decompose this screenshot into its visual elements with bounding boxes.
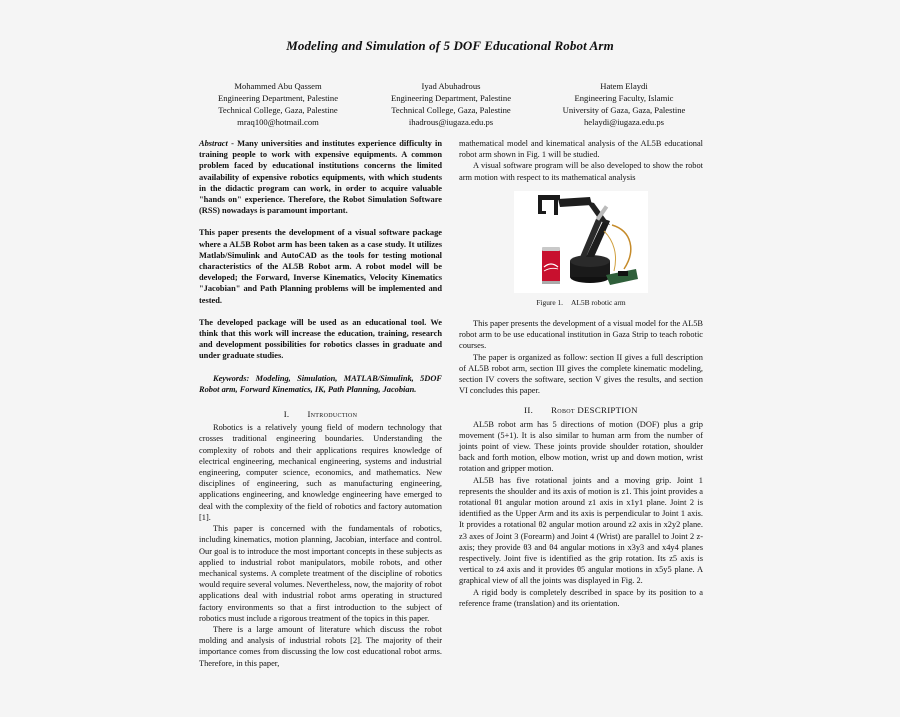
paper-title: Modeling and Simulation of 5 DOF Educational Robot Arm xyxy=(286,38,614,53)
intro-paragraph-2: This paper is concerned with the fundamentals of robotics, including kinematics, motion planning, Jacobian, interface and control. Our goal is to introduce the most important concepts in these subjects as applied to industrial robot manipulators, mobile robots, and other mechanical systems. A complete treatment of the discipline of robotics would require several volumes. Nevertheless, now, the majority of robot applications deal with industrial robot arms operating in structured factory environments so that a first introduction to the subject of robotics must include a rigorous treatment of the topics in this paper. xyxy=(199,524,442,623)
right-column xyxy=(459,138,703,609)
keywords: Keywords: Modeling, Simulation, MATLAB/Simulink, 5DOF Robot arm, Forward Kinematics, IK, Path Planning, Jacobian. xyxy=(199,373,442,394)
author-affiliation: Technical College, Gaza, Palestine xyxy=(218,105,338,115)
section-title-rest: DESCRIPTION xyxy=(577,405,638,416)
author-email: helaydi@iugaza.edu.ps xyxy=(584,117,664,127)
author-name: Mohammed Abu Qassem xyxy=(234,81,322,91)
author-affiliation: Technical College, Gaza, Palestine xyxy=(391,105,511,115)
description-paragraph-1: AL5B robot arm has 5 directions of motion (DOF) plus a grip movement (5+1). It is also similar to human arm from the number of joints point of view. These joints provide shoulder rotation, shoulder back and forth motion, elbow motion, wrist up and down motion, wrist rotation and gripper motion. xyxy=(459,419,703,474)
abstract-paragraph-1 xyxy=(199,138,442,216)
figure-number: Figure 1. xyxy=(536,297,564,307)
author-1 xyxy=(198,80,358,128)
right-paragraph-2: The paper is organized as follow: section II gives a full description of AL5B robot arm, section III gives the complete kinematic modeling, section IV covers the software, section V gives the results, and section VI concludes this paper. xyxy=(459,352,703,396)
author-2 xyxy=(371,80,531,128)
abstract xyxy=(199,138,442,362)
author-affiliation: Engineering Department, Palestine xyxy=(217,93,339,103)
figure-caption-text: AL5B robotic arm xyxy=(571,297,626,307)
section-heading-introduction xyxy=(199,409,442,420)
abstract-label: Abstract xyxy=(199,139,228,148)
section-title: Introduction xyxy=(307,409,358,420)
section-number: I. xyxy=(283,409,290,420)
intro-continuation: mathematical model and kinematical analysis of the AL5B educational robot arm shown in Fig. 1 will be studied. xyxy=(459,139,703,160)
figure-caption xyxy=(459,297,703,308)
left-column xyxy=(199,138,442,669)
author-email: mraq100@hotmail.com xyxy=(237,117,319,127)
abstract-paragraph-2: This paper presents the development of a visual software package where a AL5B Robot arm has been taken as a case study. It utilizes Matlab/Simulink and AutoCAD as the tools for testing motional characteristics of the AL5B Robot arm. A robot model will be developed; the Forward, Inverse Kinematics, Velocity Kinematics "Jacobian" and Path Planning problems will be implemented and tested. xyxy=(199,228,442,305)
robot-arm-photo xyxy=(514,191,648,293)
author-name: Hatem Elaydi xyxy=(600,81,648,91)
intro-paragraph-visual: A visual software program will be also developed to show the robot arm motion with respect to its mathematical analysis xyxy=(459,161,703,182)
description-paragraph-2: AL5B has five rotational joints and a moving grip. Joint 1 represents the shoulder and its axis of motion is z1. This joint provides a rotational θ1 angular motion around z1 axis in x1y1 plane. Joint 2 is identified as the Upper Arm and its axis is perpendicular to Joint 1 axis. It provides a rotational θ2 angular motion around z2 axis in x2y2 plane. z3 axes of Joint 3 (Forearm) and Joint 4 (Wrist) are parallel to Joint 2 z-axis; they provide θ3 and θ4 angular motions in x3y3 and x4y4 planes respectively. Joint five is identified as the grip rotation. Its z5 axis is vertical to z4 axis and it provides θ5 angular motions in x5y5 plane. A graphical view of all the joints was displayed in Fig. 2. xyxy=(459,475,703,586)
abstract-text: - Many universities and institutes experience difficulty in training people to work with expensive equipments. A common problem faced by educational institutions concerns the limited availability of expensive robotics equipments, with which students in the didactic program can work, in order to acquire valuable "hands on" experience. Therefore, the Robot Simulation Software (RSS) nowadays is paramount important. xyxy=(199,139,442,216)
author-block xyxy=(198,80,704,128)
author-name: Iyad Abuhadrous xyxy=(421,81,481,91)
section-number: II. xyxy=(524,405,534,416)
author-3 xyxy=(544,80,704,128)
author-affiliation: Engineering Department, Palestine xyxy=(390,93,512,103)
author-affiliation: Engineering Faculty, Islamic xyxy=(574,93,674,103)
section-title-smallcaps: Robot xyxy=(551,405,575,416)
section-heading-robot-description xyxy=(459,405,703,416)
figure-1 xyxy=(459,191,703,308)
robot-arm-illustration-icon xyxy=(514,191,648,293)
author-affiliation: University of Gaza, Gaza, Palestine xyxy=(562,105,686,115)
intro-paragraph-1: Robotics is a relatively young field of modern technology that crosses traditional engineering boundaries. Understanding the complexity of robots and their applications requires knowledge of electrical engineering, mechanical engineering, systems and industrial engineering, computer science, economics, and mathematics. New disciplines of engineering, such as manufacturing engineering, applications engineering, and knowledge engineering have emerged to deal with the complexity of the field of robotics and factory automation [1]. xyxy=(199,423,442,522)
intro-paragraph-3: There is a large amount of literature which discuss the robot molding and analysis of industrial robots [2]. The majority of their importance comes from discussing the low cost educational robot arms. Therefore, in this paper, xyxy=(199,624,442,668)
author-email: ihadrous@iugaza.edu.ps xyxy=(408,117,494,127)
right-paragraph-1: This paper presents the development of a visual model for the AL5B robot arm to be use educational institution in Gaza Strip to teach robotic courses. xyxy=(459,319,703,351)
abstract-paragraph-3: The developed package will be used as an educational tool. We think that this work will increase the education, training, research and development possibilities for robotics classes in graduate and under graduate studies. xyxy=(199,317,442,361)
description-paragraph-3: A rigid body is completely described in space by its position to a reference frame (translation) and its orientation. xyxy=(459,587,703,608)
